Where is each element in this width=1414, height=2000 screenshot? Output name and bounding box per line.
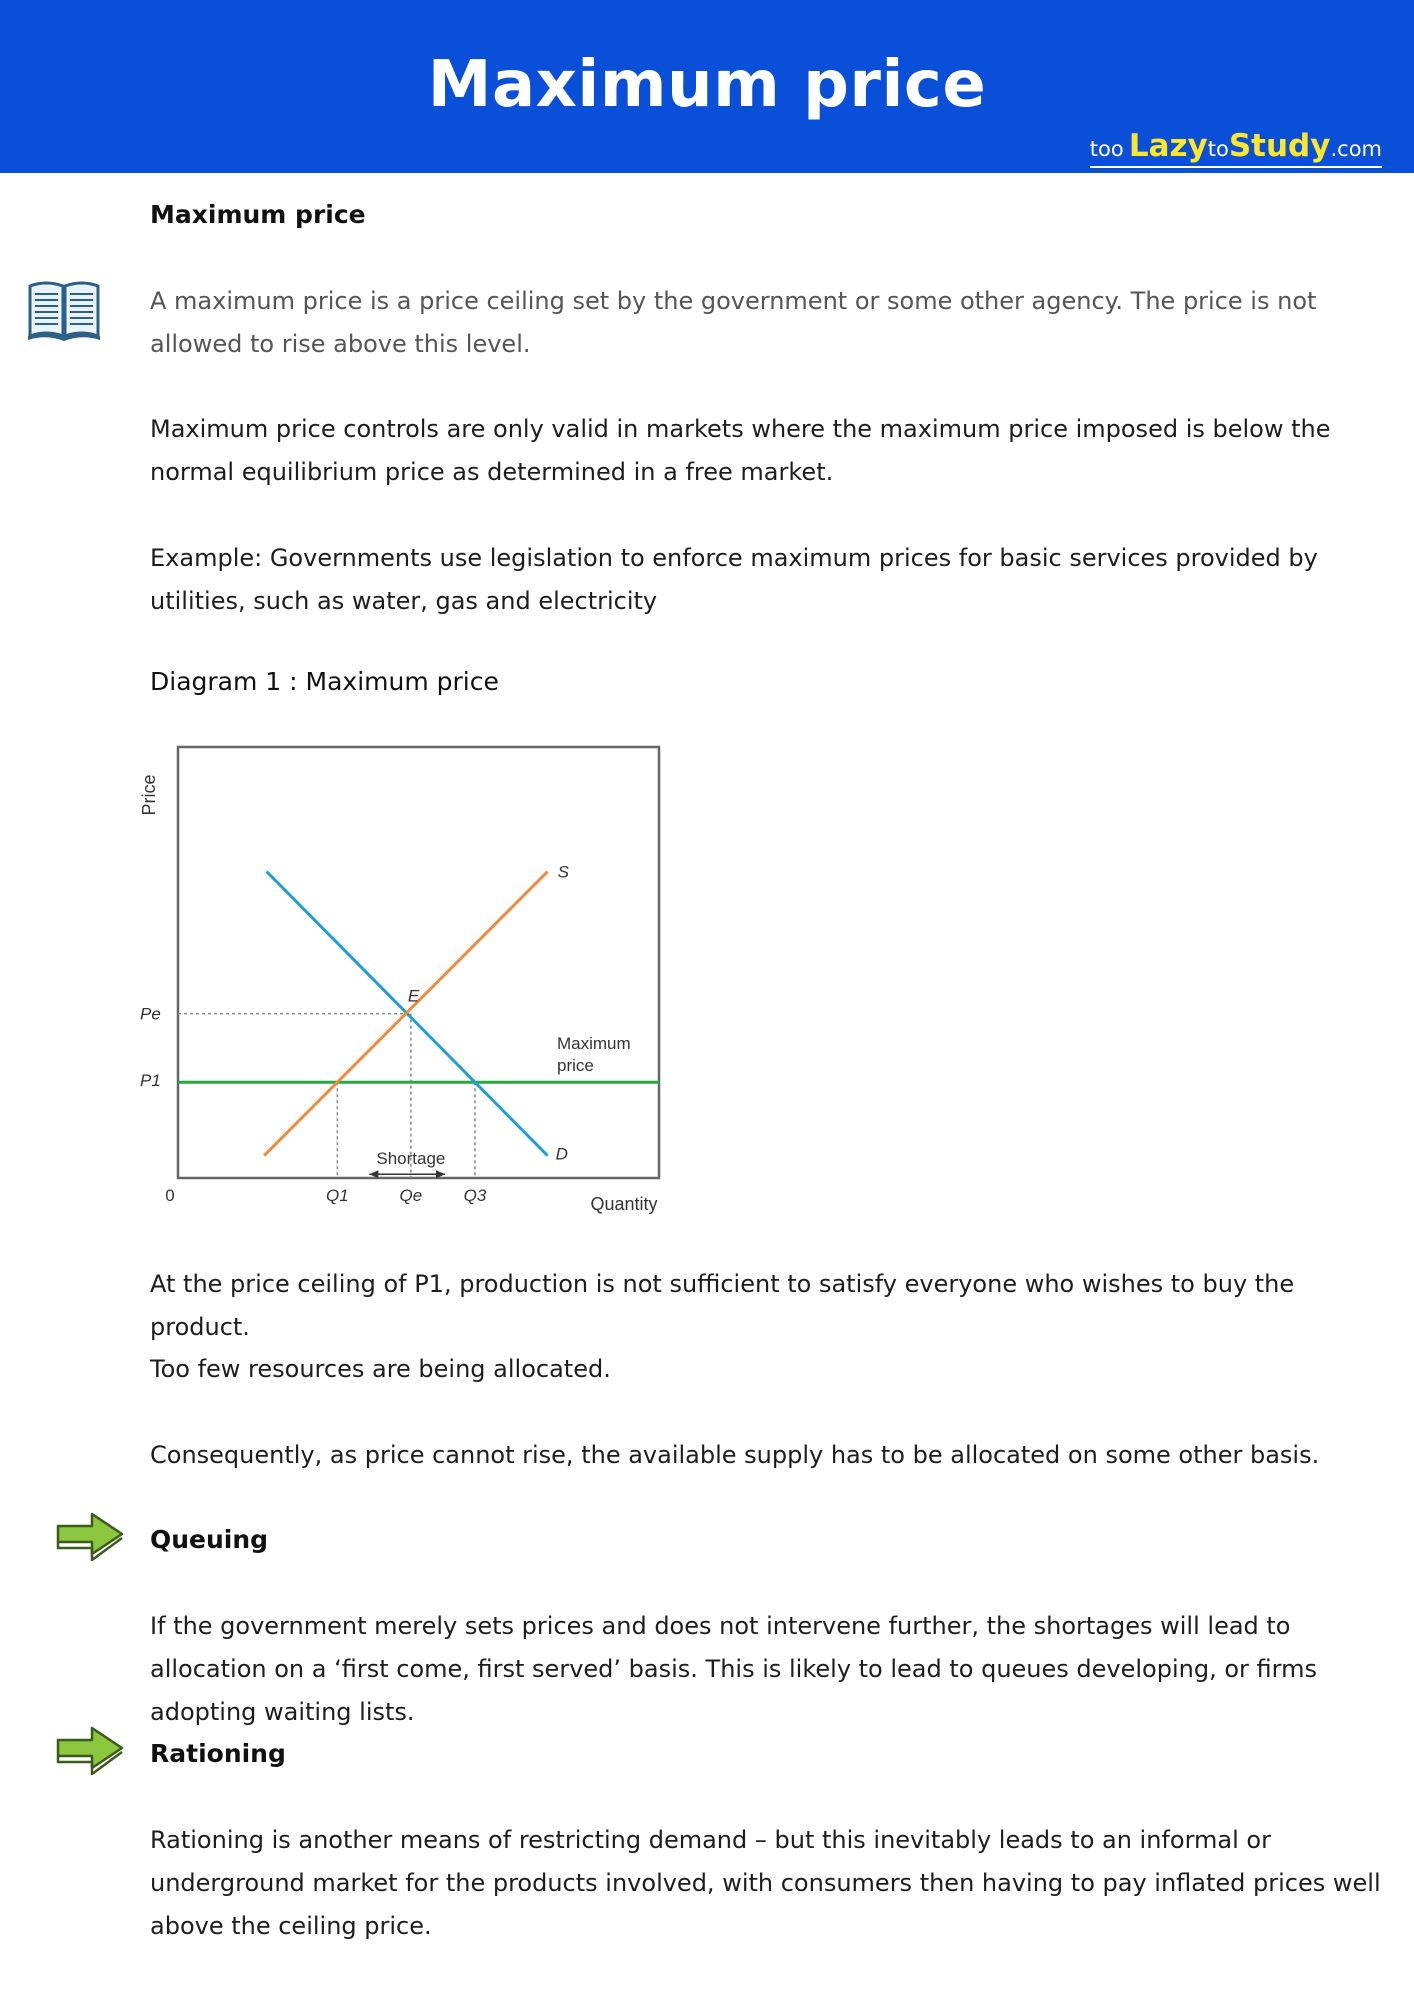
arrow-right-icon [54,1510,126,1566]
equilibrium-label: E [407,986,420,1006]
x-tick-q1: Q1 [326,1186,349,1205]
origin-label: 0 [165,1186,175,1205]
resources-text: Too few resources are being allocated. [150,1355,611,1383]
shortage-label: Shortage [376,1149,446,1169]
y-tick-pe: Pe [140,1004,161,1024]
x-tick-qe: Qe [399,1186,423,1205]
brand-logo[interactable] [1090,128,1382,168]
x-tick-q3: Q3 [463,1186,487,1205]
max-price-chart [130,735,670,1225]
y-tick-p1: P1 [140,1071,161,1091]
brand-too: too [1089,137,1124,161]
max-price-label-2: price [557,1056,594,1076]
header-banner [0,0,1414,173]
rationing-heading: Rationing [150,1739,286,1768]
x-axis-label: Quantity [590,1194,658,1214]
definition-text: A maximum price is a price ceiling set by the government or some other agency. The price is not allowed to rise above this level. [150,287,1317,358]
arrow-right-icon [54,1724,126,1780]
supply-label: S [557,862,569,882]
queuing-text: If the government merely sets prices and does not intervene further, the shortages will lead to allocation on a ‘first come, first served’ basis. This is likely to lead to queues developing, or firms adopting waiting lists. [150,1612,1317,1726]
brand-to: to [1207,137,1229,161]
brand-study: Study [1228,128,1331,164]
section-heading: Maximum price [150,200,366,229]
book-icon [26,278,102,346]
rationing-text: Rationing is another means of restricting demand – but this inevitably leads to an informal or underground market for the products involved, with consumers then having to pay inflated prices well above the ceiling price. [150,1826,1381,1940]
demand-label: D [555,1144,568,1164]
brand-lazy: Lazy [1128,128,1208,164]
consequence-text: Consequently, as price cannot rise, the available supply has to be allocated on some other basis. [150,1441,1320,1469]
max-price-label-1: Maximum [557,1034,631,1054]
y-axis-label: Price [139,774,159,816]
page-title: Maximum price [427,48,987,122]
brand-com: .com [1330,137,1382,161]
example-text: Example: Governments use legislation to enforce maximum prices for basic services provided by utilities, such as water, gas and electricity [150,544,1318,615]
validity-text: Maximum price controls are only valid in markets where the maximum price imposed is below the normal equilibrium price as determined in a free market. [150,415,1331,486]
ceiling-text: At the price ceiling of P1, production is not sufficient to satisfy everyone who wishes to buy the product. [150,1270,1295,1341]
chart-frame [178,747,659,1178]
diagram-title: Diagram 1 : Maximum price [150,667,499,696]
queuing-heading: Queuing [150,1525,269,1554]
